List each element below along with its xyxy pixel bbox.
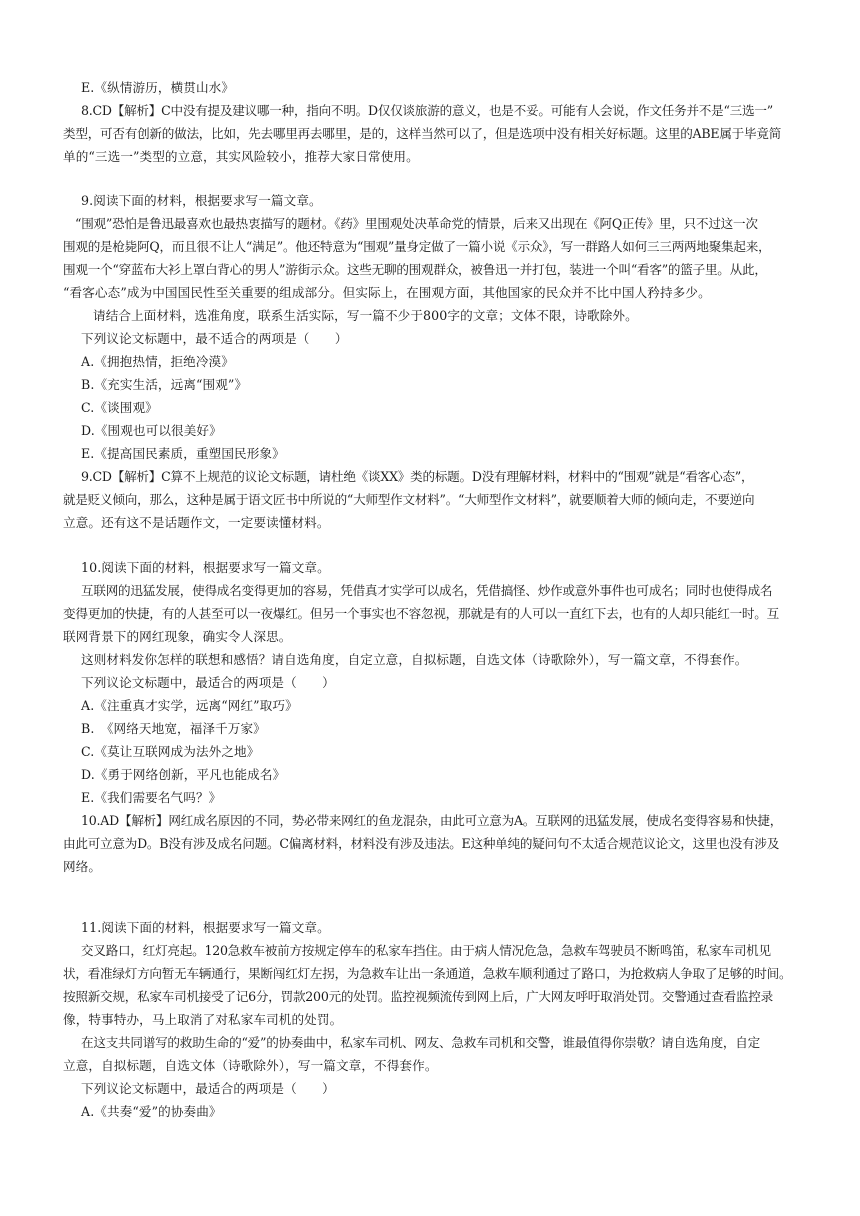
answer-10-line-2: 由此可立意为D。B没有涉及成名问题。C偏离材料，材料没有涉及违法。E这种单纯的疑问句不太适合规范议论文，这里也没有涉及 (63, 836, 780, 851)
question-10-option-d: D.《勇于网络创新，平凡也能成名》 (81, 767, 286, 782)
question-9-material-line-3: 围观一个“穿蓝布大衫上罩白背心的男人”游街示众。这些无聊的围观群众，被鲁迅一并打包，装进一个叫“看客”的篮子里。从此， (63, 262, 767, 277)
answer-9-line-2: 就是贬义倾向，那么，这种是属于语文匠书中所说的“大师型作文材料”。“大师型作文材料”，就要顺着大师的倾向走，不要逆向 (63, 492, 755, 507)
answer-8-line-3: 单的“三选一”类型的立意，其实风险较小，推荐大家日常使用。 (63, 149, 419, 164)
question-10-heading: 10.阅读下面的材料，根据要求写一篇文章。 (81, 560, 330, 575)
question-9-option-a: A.《拥抱热情，拒绝冷漠》 (81, 354, 234, 369)
question-11-instruction-line-1: 在这支共同谱写的救助生命的“爱”的协奏曲中，私家车司机、网友、急救车司机和交警，谁最值得你崇敬？请自选角度，自定 (81, 1035, 760, 1050)
answer-9-line-1: 9.CD【解析】C算不上规范的议论文标题，请杜绝《谈XX》类的标题。D没有理解材料，材料中的“围观”就是“看客心态”， (81, 469, 754, 484)
question-9-option-c: C.《谈围观》 (81, 400, 158, 415)
question-11-material-line-2: 状，看准绿灯方向暂无车辆通行，果断闯红灯左拐，为急救车让出一条通道，急救车顺利通过了路口，为抢救病人争取了足够的时间。 (63, 966, 792, 981)
question-9-heading: 9.阅读下面的材料，根据要求写一篇文章。 (81, 193, 322, 208)
question-10-option-a: A.《注重真才实学，远离“网红”取巧》 (81, 698, 298, 713)
question-10-material-line-3: 联网背景下的网红现象，确实令人深思。 (63, 629, 292, 644)
question-11-material-line-3: 按照新交规，私家车司机接受了记6分，罚款200元的处罚。监控视频流传到网上后，广大网友呼吁取消处罚。交警通过查看监控录 (63, 989, 773, 1004)
question-10-instruction: 这则材料发你怎样的联想和感悟？请自选角度，自定立意，自拟标题，自选文体（诗歌除外），写一篇文章，不得套作。 (81, 652, 748, 667)
question-9-prompt: 下列议论文标题中，最不适合的两项是（ ） (81, 331, 348, 346)
answer-10-line-3: 网络。 (63, 859, 102, 874)
question-10-option-c: C.《莫让互联网成为法外之地》 (81, 744, 260, 759)
question-9-material-line-4: “看客心态”成为中国国民性至关重要的组成部分。但实际上，在围观方面，其他国家的民众并不比中国人矜持多少。 (63, 285, 711, 300)
answer-8-line-1: 8.CD【解析】C中没有提及建议哪一种，指向不明。D仅仅谈旅游的意义，也是不妥。可能有人会说，作文任务并不是“三选一” (81, 103, 773, 118)
question-11-option-a: A.《共奏“爱”的协奏曲》 (81, 1104, 222, 1119)
option-e: E.《纵情游历，横贯山水》 (81, 80, 235, 95)
question-10-material-line-2: 变得更加的快捷，有的人甚至可以一夜爆红。但另一个事实也不容忽视，那就是有的人可以一直红下去，也有的人却只能红一时。互 (63, 606, 779, 621)
question-11-material-line-4: 像，特事特办，马上取消了对私家车司机的处罚。 (63, 1012, 343, 1027)
question-9-material-line-2: 围观的是枪毙阿Q，而且很不让人“满足”。他还特意为“围观”量身定做了一篇小说《示众》，写一群路人如何三三两两地聚集起来， (63, 239, 771, 254)
question-9-option-e: E.《提高国民素质，重塑国民形象》 (81, 446, 285, 461)
answer-10-line-1: 10.AD【解析】网红成名原因的不同，势必带来网红的鱼龙混杂，由此可立意为A。互联网的迅猛发展，使成名变得容易和快捷， (81, 813, 783, 828)
question-10-option-e: E.《我们需要名气吗？》 (81, 790, 222, 805)
question-10-material-line-1: 互联网的迅猛发展，使得成名变得更加的容易，凭借真才实学可以成名，凭借搞怪、炒作或意外事件也可成名；同时也使得成名 (81, 583, 773, 598)
answer-8-line-2: 类型，可否有创新的做法，比如，先去哪里再去哪里，是的，这样当然可以了，但是选项中没有相关好标题。这里的ABE属于毕竟简 (63, 126, 782, 141)
question-9-option-b: B.《充实生活，远离“围观”》 (81, 377, 248, 392)
question-9-material-line-1: “围观”恐怕是鲁迅最喜欢也最热衷描写的题材。《药》里围观处决革命党的情景，后来又出现在《阿Q正传》里，只不过这一次 (75, 216, 758, 231)
question-11-prompt: 下列议论文标题中，最适合的两项是（ ） (81, 1081, 335, 1096)
question-11-heading: 11.阅读下面的材料，根据要求写一篇文章。 (81, 920, 330, 935)
question-10-prompt: 下列议论文标题中，最适合的两项是（ ） (81, 675, 335, 690)
question-10-option-b: B. 《网络天地宽，福泽千万家》 (81, 721, 266, 736)
answer-9-line-3: 立意。还有这不是话题作文，一定要读懂材料。 (63, 515, 330, 530)
question-9-option-d: D.《围观也可以很美好》 (81, 423, 222, 438)
question-9-instruction: 请结合上面材料，选准角度，联系生活实际，写一篇不少于800字的文章；文体不限，诗歌除外。 (93, 308, 638, 323)
question-11-instruction-line-2: 立意，自拟标题，自选文体（诗歌除外），写一篇文章，不得套作。 (63, 1058, 438, 1073)
question-11-material-line-1: 交叉路口，红灯亮起。120急救车被前方按规定停车的私家车挡住。由于病人情况危急，急救车驾驶员不断鸣笛，私家车司机见 (81, 943, 771, 958)
